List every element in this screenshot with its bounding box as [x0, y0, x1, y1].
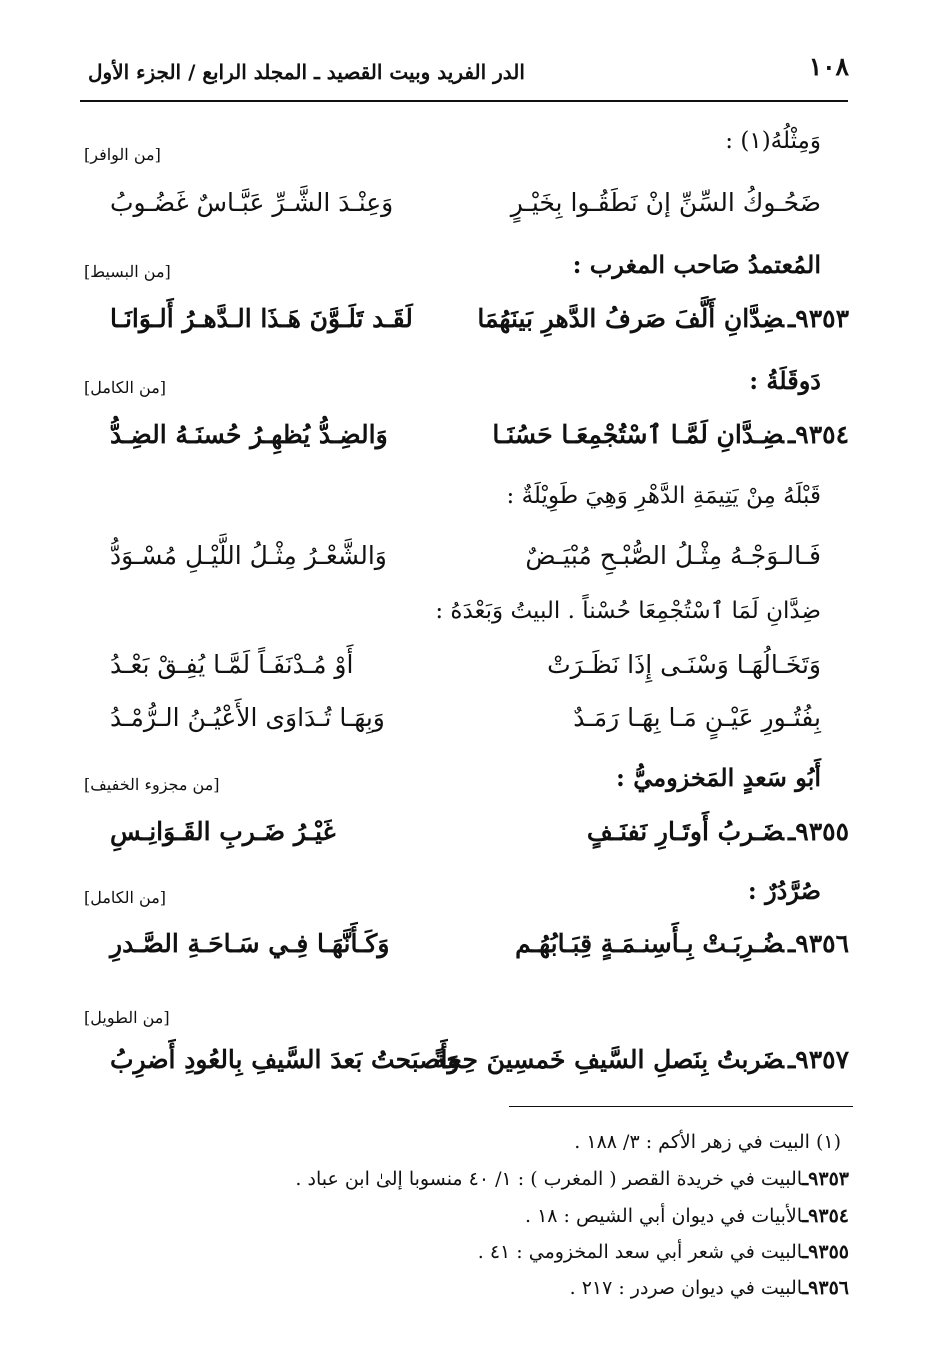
footnote-number: ٩٣٥٦ـ [802, 1277, 849, 1299]
poet-intro: المُعتمدُ صَاحب المغرب : [572, 250, 821, 279]
verse-first-hemistich: ٩٣٥٧ـضَربتُ بِنَصلِ السَّيفِ خَمسِينَ حِجةً [432, 1045, 849, 1074]
verse-second-hemistich: وَعِنْـدَ الشَّـرِّ عَبَّـاسٌ غَضُـوبُ [110, 188, 394, 217]
verse-first-hemistich: ٩٣٥٦ـضُـرِبَـتْ بِـأَسِنـمَـةٍ قِبَـابُهُـم [515, 929, 849, 958]
verse-first-hemistich: وَتَخَـالُهَـا وَسْنَـى إِذَا نَظَـرَتْ [547, 650, 821, 679]
verse-intro: وَمِثْلُهُ(١) : [725, 128, 821, 154]
poet-intro: صُرَّدُرٌ : [747, 876, 821, 905]
page-number: ١٠٨ [808, 52, 849, 81]
commentary-text: ضِدَّانِ لَمَا ٱسْتُجْمِعَا حُسْناً . البيتُ وَبَعْدَهُ : [435, 598, 821, 624]
footnote-number: ٩٣٥٥ـ [802, 1241, 849, 1263]
footnote [525, 1205, 849, 1227]
footnote-text: الأبيات في ديوان أبي الشيص : ١٨ . [524, 1205, 803, 1227]
verse-second-hemistich: وَالضِـدُّ يُظهِـرُ حُسنَـهُ الضِـدُّ [110, 420, 388, 449]
meter-label: [من مجزوء الخفيف] [84, 775, 220, 794]
poet-intro: أَبُو سَعدٍ المَخزوميُّ : [616, 763, 821, 792]
verse-first-hemistich: ٩٣٥٤ـضِـدَّانِ لَمَّـا ٱسْتُجْمِعَـا حَسُنَـا [492, 420, 849, 449]
verse-first-hemistich: فَـالـوَجْـهُ مِثْـلُ الصُّبْـحِ مُبْيَـضٌ [525, 541, 821, 570]
verse-line [0, 304, 941, 344]
verse-line [0, 703, 941, 743]
verse-number: ٩٣٥٦ـ [787, 929, 849, 958]
footnote-number: ٩٣٥٣ـ [802, 1168, 849, 1190]
verse-first-hemistich: ٩٣٥٥ـضَـربُ أَوتَـارِ نَفنَـفٍ [586, 817, 849, 846]
header-divider [80, 100, 848, 102]
verse-second-hemistich: غَيْـرُ ضَـربِ القَـوَانِـسِ [110, 817, 336, 846]
verse-line [0, 188, 941, 228]
verse-line [0, 817, 941, 857]
commentary-text: قَبْلَهُ مِنْ يَتِيمَةِ الدَّهْرِ وَهِيَ طَوِيْلَةٌ : [506, 483, 821, 509]
footnote-number: (١) [815, 1131, 841, 1153]
meter-label: [من الكامل] [84, 888, 167, 907]
verse-first-hemistich: بِفُتُـورِ عَيْـنٍ مَـا بِهَـا رَمَـدٌ [573, 703, 821, 732]
footnote-divider [509, 1106, 853, 1107]
verse-first-hemistich: ٩٣٥٣ـضِدَّانِ أَلَّفَ صَرفُ الدَّهرِ بَينَهُمَا [477, 304, 849, 333]
footnote [570, 1277, 849, 1299]
meter-label: [من الكامل] [84, 378, 167, 397]
meter-label: [من الطويل] [84, 1008, 170, 1027]
verse-line [0, 1045, 941, 1085]
running-header-title: الدر الفريد وبيت القصيد ـ المجلد الرابع / الجزء الأول [88, 60, 525, 84]
footnote-text: البيت في شعر أبي سعد المخزومي : ٤١ . [477, 1241, 803, 1263]
footnote [574, 1131, 841, 1153]
verse-line [0, 541, 941, 581]
verse-number: ٩٣٥٧ـ [787, 1045, 849, 1074]
verse-second-hemistich: لَقَـد تَلَـوَّنَ هَـذَا الـدَّهـرُ أَلـوَانَـا [110, 304, 413, 333]
footnote-text: البيت في ديوان صردر : ٢١٧ . [569, 1277, 803, 1299]
meter-label: [من الوافر] [84, 145, 161, 164]
verse-line [0, 929, 941, 969]
verse-first-hemistich: ضَحُـوكُ السِّنِّ إنْ نَطَقُـوا بِخَيْـرٍ [510, 188, 821, 217]
poet-intro: دَوقَلَةُ : [749, 366, 821, 395]
verse-second-hemistich: وَأَصبَحتُ بَعدَ السَّيفِ بِالعُودِ أَضرِبُ [110, 1045, 460, 1074]
footnote [478, 1241, 849, 1263]
footnote-number: ٩٣٥٤ـ [802, 1205, 849, 1227]
verse-line [0, 650, 941, 690]
verse-second-hemistich: أَوْ مُـدْنَفَـاً لَمَّـا يُفِـقْ بَعْـدُ [110, 650, 354, 679]
verse-second-hemistich: وَكَـأَنَّهَـا فِـي سَـاحَـةِ الصَّـدرِ [110, 929, 390, 958]
footnote [295, 1168, 849, 1190]
verse-number: ٩٣٥٣ـ [787, 304, 849, 333]
footnote-text: البيت في خريدة القصر ( المغرب ) : ١/ ٤٠ منسوبا إلىٰ ابن عباد . [295, 1168, 803, 1190]
meter-label: [من البسيط] [84, 262, 171, 281]
verse-number: ٩٣٥٤ـ [787, 420, 849, 449]
verse-line [0, 420, 941, 460]
footnote-text: البيت في زهر الأكم : ٣/ ١٨٨ . [574, 1131, 810, 1153]
verse-second-hemistich: وَبِهَـا تُـدَاوَى الأَعْيُـنُ الـرُّمْـدُ [110, 703, 385, 732]
verse-number: ٩٣٥٥ـ [787, 817, 849, 846]
verse-second-hemistich: وَالشَّعْـرُ مِثْـلُ اللَّيْـلِ مُسْـوَدُّ [110, 541, 387, 570]
